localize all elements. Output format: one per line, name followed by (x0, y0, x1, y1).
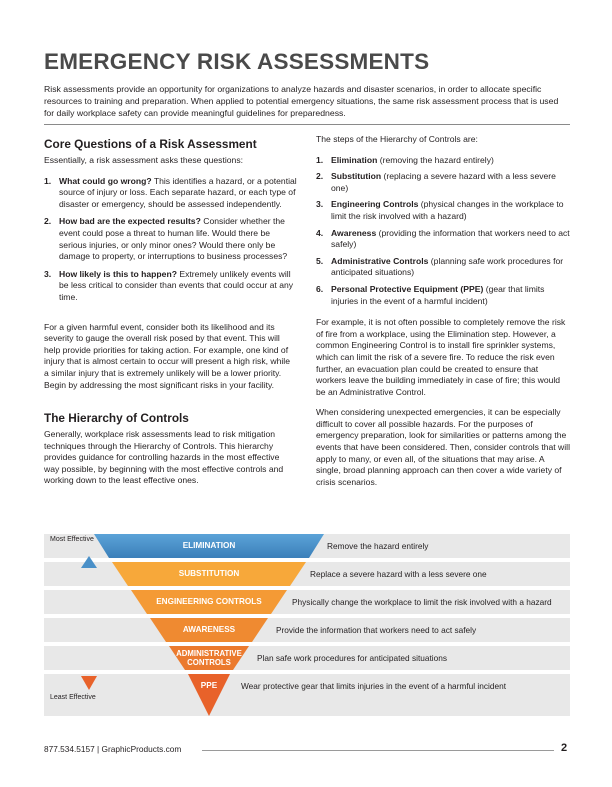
hierarchy-steps-list (316, 155, 570, 308)
arrow-up-head (81, 556, 97, 568)
step-text: (replacing a severe hazard with a less severe one) (331, 171, 556, 193)
list-number: 1. (44, 175, 52, 186)
page-number: 2 (561, 742, 568, 754)
administrative-description: Plan safe work procedures for anticipated situations (257, 653, 448, 663)
substitution-label: SUBSTITUTION (178, 569, 240, 578)
awareness-description: Provide the information that workers need to act safely (276, 625, 477, 635)
list-item (316, 199, 570, 222)
engineering-description: Physically change the workplace to limit the risk involved with a hazard (292, 597, 552, 607)
list-item (316, 284, 570, 307)
fire-example-paragraph: For example, it is not often possible to completely remove the risk of fire from a workplace, using the Elimination step. However, a common Engineering Control is to install fire sprinkler systems, which can limit the risk of a severe fire. To reduce the risk even further, an evacuation plan could be created to ensure that workers leave the building immediately in case of fire; this would be an Administrative Control. (316, 317, 566, 397)
hierarchy-paragraph: Generally, workplace risk assessments lead to risk mitigation techniques through the Hierarchy of Controls. This hierarchy provides guidance for controlling hazards in the most effective way possible, by beginning with the most effective controls and working down to the least effective ones. (44, 429, 284, 486)
unexpected-emergencies-paragraph: When considering unexpected emergencies, it can be especially difficult to cover all possible hazards. For the purposes of emergency preparation, look for similarities or patterns among the events that have been considered. Then, consider controls that will apply to many, or even all, of the situations that may arise. A single, broad planning approach can then cover a wide variety of crisis scenarios. (316, 407, 570, 487)
footer-rule (202, 750, 554, 751)
list-number: 4. (316, 227, 324, 238)
substitution-description: Replace a severe hazard with a less severe one (310, 569, 487, 579)
steps-intro: The steps of the Hierarchy of Controls are: (316, 134, 478, 144)
step-name: Elimination (331, 154, 378, 165)
hierarchy-of-controls-diagram (44, 530, 570, 722)
elimination-description: Remove the hazard entirely (327, 541, 429, 551)
awareness-label: AWARENESS (182, 625, 236, 634)
step-text: (physical changes in the workplace to limit the risk involved with a hazard) (331, 199, 564, 221)
list-number: 1. (316, 154, 324, 165)
step-text: (removing the hazard entirely) (377, 154, 494, 165)
list-item (44, 216, 297, 262)
page-title: EMERGENCY RISK ASSESSMENTS (44, 49, 430, 74)
list-item (316, 171, 570, 194)
elimination-label: ELIMINATION (182, 541, 236, 550)
step-name: Substitution (331, 171, 382, 182)
step-text: (gear that limits injuries in the event of a harmful incident) (331, 283, 545, 306)
step-name: Awareness (331, 227, 377, 238)
engineering-controls-label: ENGINEERING CONTROLS (156, 597, 262, 606)
step-text: (providing the information that workers need to act safely) (331, 227, 570, 250)
least-effective-label: Least Effective (50, 694, 96, 701)
most-effective-label: Most Effective (50, 536, 94, 543)
core-questions-lead: Essentially, a risk assessment asks these questions: (44, 155, 244, 165)
question-text: Consider whether the event could pose a threat to human life. Would there be serious injuries, or only minor ones? Would there only be damage to property, or interruptions to business processes? (59, 216, 288, 262)
list-number: 2. (44, 216, 52, 227)
core-questions-heading: Core Questions of a Risk Assessment (44, 137, 257, 151)
list-number: 3. (44, 268, 52, 279)
list-item (44, 269, 297, 304)
question-lead: What could go wrong? (59, 175, 152, 186)
hierarchy-heading: The Hierarchy of Controls (44, 411, 189, 426)
administrative-label-line1: ADMINISTRATIVE (176, 648, 242, 658)
step-name: Administrative Controls (331, 255, 429, 266)
administrative-label-line2: CONTROLS (187, 658, 231, 667)
administrative-controls-label (169, 646, 249, 670)
list-number: 6. (316, 283, 324, 294)
list-number: 5. (316, 255, 324, 266)
question-text: Extremely unlikely events will be less critical to consider than events that could occur at any time. (59, 268, 294, 302)
list-number: 2. (316, 171, 324, 182)
right-column (316, 134, 570, 497)
list-number: 3. (316, 199, 324, 210)
step-name: Personal Protective Equipment (PPE) (331, 283, 484, 294)
list-item (44, 176, 297, 211)
core-questions-list (44, 176, 297, 304)
question-lead: How bad are the expected results? (59, 216, 201, 227)
step-text: (planning safe work procedures for anticipated situations) (331, 255, 564, 278)
step-name: Engineering Controls (331, 199, 419, 210)
ppe-label: PPE (200, 681, 218, 690)
list-item (316, 155, 570, 167)
arrow-down-head (81, 676, 97, 690)
footer-contact: 877.534.5157 | GraphicProducts.com (44, 744, 182, 754)
left-column (44, 134, 297, 496)
list-item (316, 228, 570, 251)
section-divider (44, 124, 570, 125)
question-lead: How likely is this to happen? (59, 268, 177, 279)
intro-paragraph: Risk assessments provide an opportunity for organizations to analyze hazards and disaster scenarios, in order to allocate specific resources to training and preparation. When applied to potential emergency situations, the same risk assessment process that is used for daily workplace safety can provide meaningful guidelines for preparedness. (44, 84, 559, 118)
ppe-description: Wear protective gear that limits injuries in the event of a harmful incident (241, 681, 507, 691)
list-item (316, 256, 570, 279)
question-text: This identifies a hazard, or a potential source of injury or loss. Each separate hazard, or each type of disaster or emergency, should be assessed independently. (59, 175, 297, 209)
likelihood-paragraph: For a given harmful event, consider both its likelihood and its severity to gauge the overall risk posed by that event. This will help provide priorities for taking action. For example, one kind of injury that is almost certain to occur will present a high risk, while a similar injury that is extremely unlikely will be a lower priority. Begin by addressing the most significant risks in your facility. (44, 321, 290, 390)
